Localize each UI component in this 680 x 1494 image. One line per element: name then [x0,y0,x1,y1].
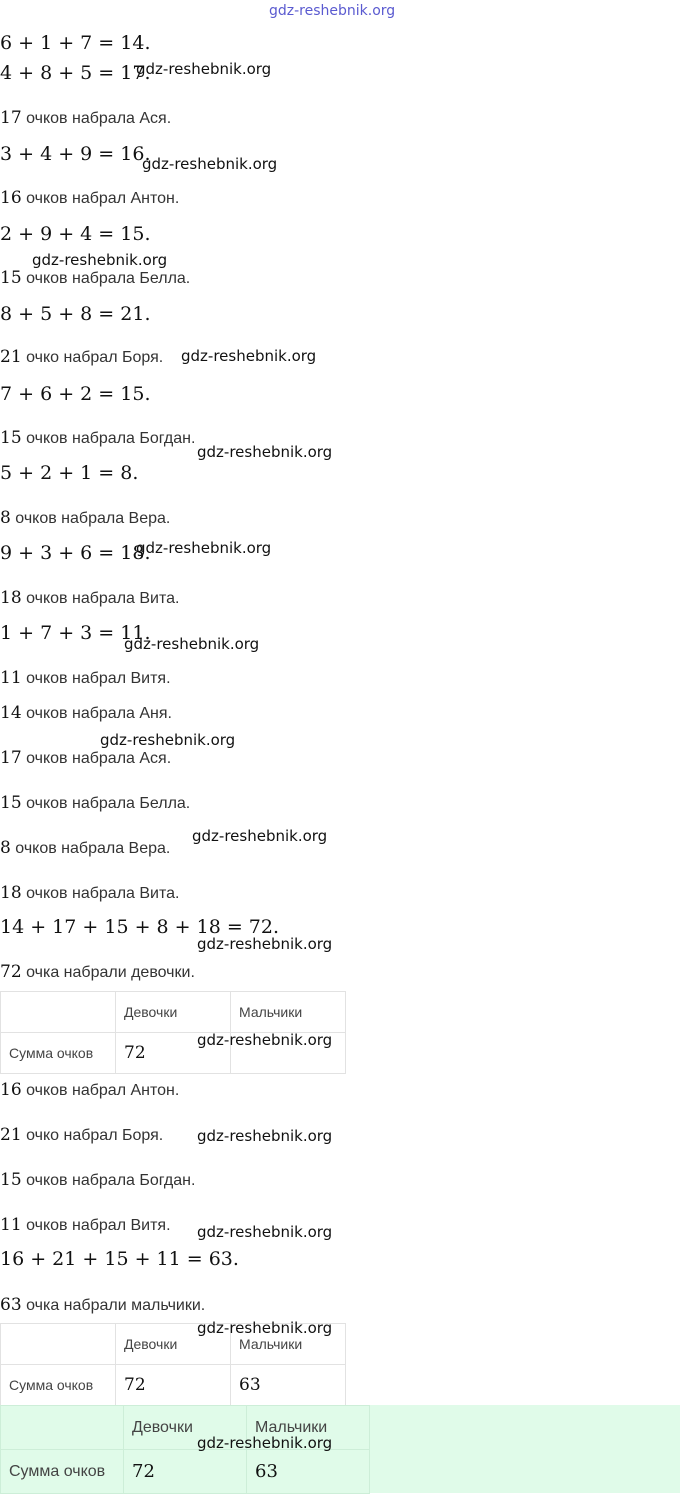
table-value-boys: 63 [247,1450,370,1494]
equation-line: 9 + 3 + 6 = 18. [0,542,151,564]
equation-line: 7 + 6 + 2 = 15. [0,383,151,405]
result-line [0,508,170,528]
watermark-text: gdz-reshebnik.org [197,443,333,461]
result-line [0,108,171,128]
watermark-text: gdz-reshebnik.org [192,827,328,845]
result-number: 63 [0,1295,22,1315]
result-text: очков набрала Вита. [21,885,180,902]
result-number: 21 [0,1125,22,1145]
result-text: очков набрала Аня. [21,705,172,722]
equation-line: 14 + 17 + 15 + 8 + 18 = 72. [0,916,280,938]
table-value-girls: 72 [116,1033,231,1074]
result-text: очко набрал Боря. [21,1127,164,1144]
result-line [0,703,172,723]
result-text: очка набрали девочки. [21,964,195,981]
watermark-text: gdz-reshebnik.org [136,539,272,557]
table-row-label: Сумма очков [1,1033,116,1074]
result-number: 16 [0,1080,22,1100]
result-line [0,962,195,982]
result-line [0,1080,179,1100]
result-number: 17 [0,108,22,128]
result-text: очков набрала Богдан. [21,1172,196,1189]
table-header-girls: Девочки [116,992,231,1033]
result-number: 11 [0,1215,22,1235]
result-line [0,428,195,448]
result-line [0,1170,195,1190]
result-number: 18 [0,588,22,608]
result-text: очков набрала Ася. [21,750,172,767]
equation-line: 2 + 9 + 4 = 15. [0,223,151,245]
result-line [0,1125,163,1145]
result-line [0,1215,171,1235]
result-line [0,268,190,288]
result-line [0,668,171,688]
result-text: очков набрала Вита. [21,590,180,607]
result-line [0,748,171,768]
result-number: 14 [0,703,22,723]
equation-line: 6 + 1 + 7 = 14. [0,32,151,54]
table-header-boys: Мальчики [247,1406,370,1450]
equation-line: 1 + 7 + 3 = 11. [0,622,151,644]
result-text: очков набрала Ася. [21,110,172,127]
result-number: 16 [0,188,22,208]
watermark-text: gdz-reshebnik.org [197,1031,333,1049]
result-text: очка набрали мальчики. [21,1297,206,1314]
table-header-boys: Мальчики [231,992,346,1033]
table-row-label: Сумма очков [1,1365,116,1406]
result-number: 15 [0,428,22,448]
table-corner-cell [1,992,116,1033]
result-number: 15 [0,268,22,288]
watermark-text: gdz-reshebnik.org [136,60,272,78]
result-number: 21 [0,347,22,367]
result-number: 18 [0,883,22,903]
table-corner-cell [1,1324,116,1365]
result-number: 72 [0,962,22,982]
result-text: очков набрала Белла. [21,270,191,287]
result-text: очков набрала Богдан. [21,430,196,447]
table-value-girls: 72 [124,1450,247,1494]
table-header-girls: Девочки [116,1324,231,1365]
result-text: очков набрал Витя. [21,1217,171,1234]
result-text: очков набрала Вера. [10,510,171,527]
equation-line: 5 + 2 + 1 = 8. [0,462,139,484]
result-text: очко набрал Боря. [21,349,164,366]
result-line [0,188,179,208]
equation-line: 3 + 4 + 9 = 16. [0,143,151,165]
result-number: 15 [0,793,22,813]
result-line [0,347,163,367]
watermark-text: gdz-reshebnik.org [197,935,333,953]
result-text: очков набрал Антон. [21,1082,180,1099]
watermark-text: gdz-reshebnik.org [181,347,317,365]
watermark-text: gdz-reshebnik.org [142,155,278,173]
watermark-text: gdz-reshebnik.org [197,1434,333,1452]
result-line [0,883,179,903]
watermark-text: gdz-reshebnik.org [32,251,168,269]
watermark-text: gdz-reshebnik.org [124,635,260,653]
watermark-text: gdz-reshebnik.org [100,731,236,749]
equation-line: 8 + 5 + 8 = 21. [0,303,151,325]
result-number: 8 [0,508,11,528]
watermark-text: gdz-reshebnik.org [197,1127,333,1145]
equation-line: 4 + 8 + 5 = 17. [0,62,151,84]
result-text: очков набрала Вера. [10,840,171,857]
result-text: очков набрала Белла. [21,795,191,812]
table-header-girls: Девочки [124,1406,247,1450]
result-text: очков набрал Витя. [21,670,171,687]
equation-line: 16 + 21 + 15 + 11 = 63. [0,1248,239,1270]
watermark-text: gdz-reshebnik.org [197,1223,333,1241]
result-number: 8 [0,838,11,858]
table-value-boys: 63 [231,1365,346,1406]
table-header-boys: Мальчики [231,1324,346,1365]
result-number: 11 [0,668,22,688]
result-number: 17 [0,748,22,768]
result-line [0,1295,205,1315]
watermark-text: gdz-reshebnik.org [197,1319,333,1337]
table-row-label: Сумма очков [1,1450,124,1494]
watermark-text: gdz-reshebnik.org [269,3,396,19]
result-line [0,838,170,858]
result-line [0,588,179,608]
table-value-girls: 72 [116,1365,231,1406]
result-line [0,793,190,813]
result-text: очков набрал Антон. [21,190,180,207]
table-corner-cell [1,1406,124,1450]
result-number: 15 [0,1170,22,1190]
